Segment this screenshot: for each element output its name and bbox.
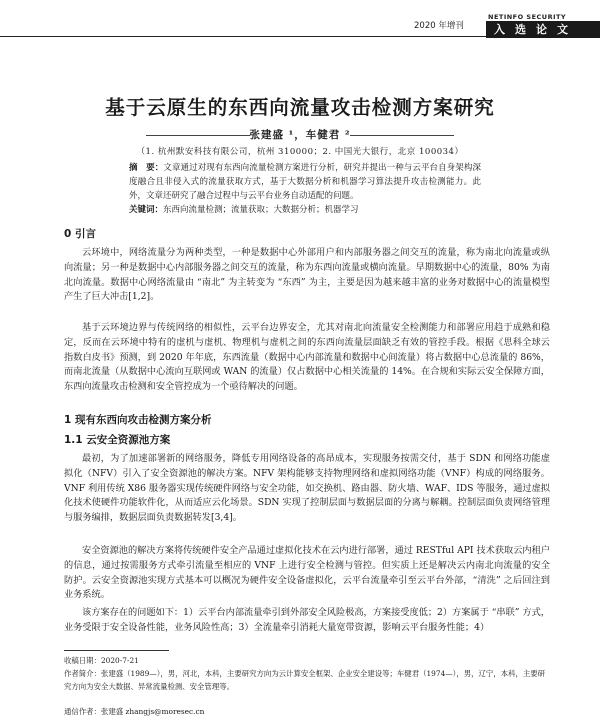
footnote-received: 收稿日期：2020-7-21	[64, 656, 139, 665]
header-year-issue: 2020 年增刊	[414, 21, 464, 31]
keywords	[129, 203, 481, 217]
abstract-text: 文章通过对现有东西向流量检测方案进行分析，研究并提出一种与云平台自身架构深度融合且非侵入式的流量获取方式，基于大数据分析和机器学习算法提升攻击检测能力。此外，文章还研究了融合过程中与云平台业务自动适配的问题。	[129, 163, 481, 201]
section-heading-1: 1 现有东西向攻击检测方案分析	[64, 414, 212, 426]
keywords-label: 关键词：	[129, 205, 164, 215]
paragraph: 云环境中，网络流量分为两种类型，一种是数据中心外部用户和内部服务器之间交互的流量，称为南北向流量或纵向流量；另一种是数据中心内部服务器之间交互的流量，称为东西向流量或横向流量。早期数据中心的流量，80% 为南北向流量。数据中心网络流量由 “南北” 为主转变为 “东西” 为主，主要是因为越来越丰富的业务对数据中心的流量模型产生了巨大冲击[1,2]。	[64, 247, 550, 303]
header-column-badge: 入选论文	[486, 21, 600, 38]
keywords-text: 东西向流量检测；流量获取；大数据分析；机器学习	[163, 205, 359, 215]
paragraph: 安全资源池的解决方案将传统硬件安全产品通过虚拟化技术在云内进行部署，通过 RESTful API 技术获取云内租户的信息，通过按需服务方式牵引流量至相应的 VNF 上进行安全检测与管控。但实质上还是解决云内南北向流量的安全防护。云安全资源池实现方式基本可以概况为硬件安全设备虚拟化，云平台流量牵引至云平台外部，“清洗” 之后回注到业务系统。	[64, 545, 550, 601]
abstract	[129, 161, 481, 203]
abstract-label: 摘 要：	[129, 163, 164, 173]
header-brand: NETINFO SECURITY	[488, 13, 567, 21]
authors: 张建盛 ¹，车健君 ²	[249, 129, 351, 141]
section-heading-0: 0 引言	[64, 228, 96, 240]
paragraph: 基于云环境边界与传统网络的相似性，云平台边界安全，尤其对南北向流量安全检测能力和部署应用趋于成熟和稳定，反而在云环境中特有的虚机与虚机、物理机与虚机之间的东西向流量层面缺乏有效的管控手段。根据《思科全球云指数白皮书》预测，到 2020 年年底，东西流量（数据中心内部流量和数据中心间流量）将占数据中心总流量的 86%，而南北流量（从数据中心流向互联网或 WAN 的流量）仅占数据中心相关流量的 14%。在合规和实际云安全保障方面，东西向流量攻击检测和安全管控成为一个亟待解决的问题。	[64, 322, 550, 393]
affiliation: （1. 杭州默安科技有限公司，杭州 310000；2. 中国光大银行，北京 100034）	[136, 147, 464, 157]
header-rule	[0, 36, 486, 37]
paper-title: 基于云原生的东西向流量攻击检测方案研究	[105, 96, 495, 119]
paragraph: 最初，为了加速部署新的网络服务，降低专用网络设备的高昂成本，实现服务按需交付，基于 SDN 和网络功能虚拟化（NFV）引入了安全资源池的解决方案。NFV 架构能够支持物理网络和虚拟网络功能（VNF）构成的网络服务。VNF 利用传统 X86 服务器实现传统硬件网络与安全功能，如交换机、路由器、防火墙、WAF、IDS 等服务，通过虚拟化技术使硬件功能软件化，从而适应云化场景。SDN 实现了控制层面与数据层面的分离与解耦。控制层面负责网络管理与服务编排，数据层面负责数据转发[3,4]。	[64, 453, 550, 524]
section-heading-1-1: 1.1 云安全资源池方案	[64, 434, 171, 446]
paragraph: 该方案存在的问题如下：1）云平台内部流量牵引到外部安全风险极高，方案接受度低；2）方案属于 “串联” 方式，业务受限于安全设备性能，业务风险性高；3）全流量牵引消耗大量宽带资源，影响云平台服务性能；4）	[64, 607, 550, 633]
footnote-bio: 作者简介：张建盛（1989—），男，河北，本科，主要研究方向为云计算安全框架、企业安全建设等；车健君（1974—），男，辽宁，本科，主要研究方向为安全大数据、异常流量检测、安全管理等。	[64, 669, 546, 691]
footnote-rule	[64, 650, 169, 651]
footnote-contact: 通信作者：张建盛 zhangjs@moresec.cn	[64, 707, 205, 716]
